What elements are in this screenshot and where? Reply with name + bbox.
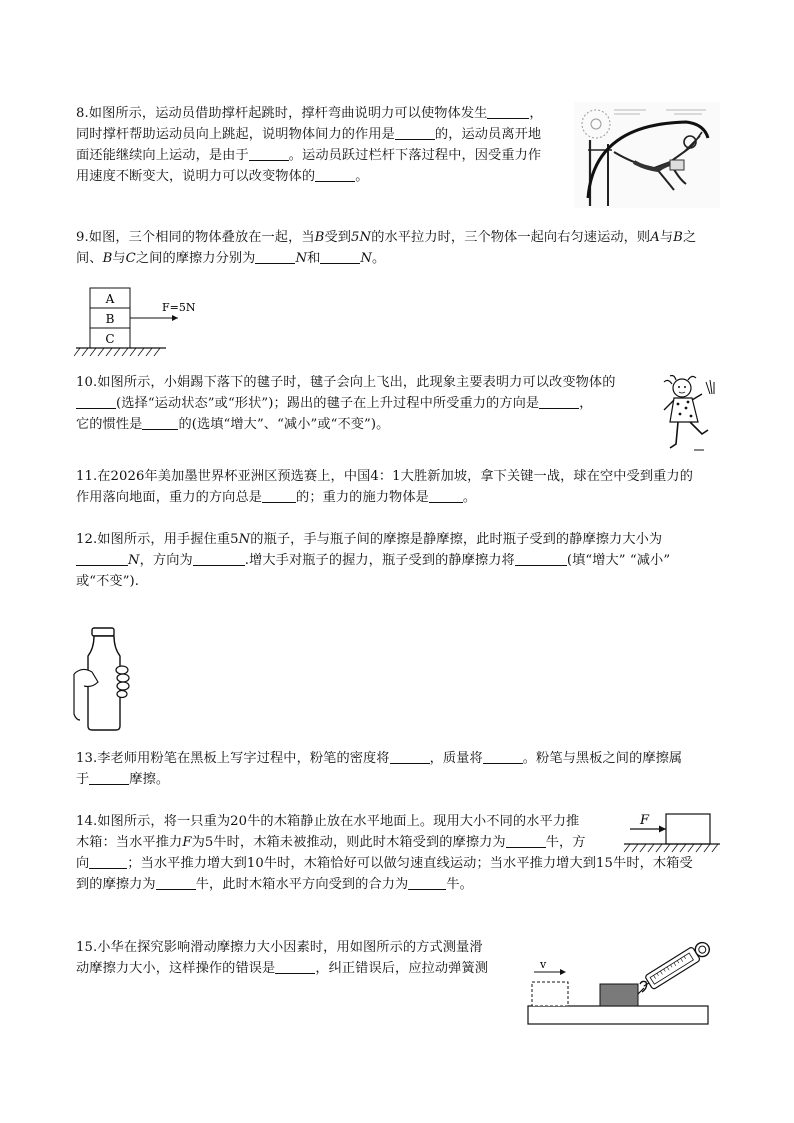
q9-line2d: 和 [307, 251, 321, 266]
question-10 [76, 372, 615, 435]
q8-line3a: 面还能继续向上运动，是由于 [76, 148, 249, 163]
q14-line4a: 到的摩擦力为 [76, 877, 156, 892]
q9-blank-2[interactable] [320, 249, 360, 264]
q10-blank-3[interactable] [142, 415, 178, 430]
q8-blank-2[interactable] [395, 125, 435, 140]
q12-line1a: 12.如图所示，用手握住重5 [76, 532, 239, 547]
q12-blank-1[interactable] [76, 551, 128, 566]
q9-line1b: 受到 [324, 230, 352, 245]
q8-blank-1[interactable] [487, 104, 529, 119]
q15-line2a: 动摩擦力大小，这样操作的错误是 [76, 961, 276, 976]
sliding-block [600, 984, 638, 1006]
q9-var-b-2: B [673, 230, 683, 245]
q13-line1a: 13.李老师用粉笔在黑板上写字过程中，粉笔的密度将 [76, 751, 390, 766]
wooden-box [666, 814, 710, 844]
q9-line2e: 。 [372, 251, 386, 266]
q14-blank-2[interactable] [89, 854, 127, 869]
q9-force-value: 5N [351, 230, 372, 245]
q14-line2c: 牛，方 [545, 835, 586, 850]
question-11 [76, 466, 693, 508]
q13-blank-2[interactable] [483, 749, 523, 764]
question-8 [76, 103, 543, 187]
q8-blank-4[interactable] [315, 167, 355, 182]
q9-line2c: 之间的摩擦力分别为 [135, 251, 256, 266]
q14-line1: 14.如图所示，将一只重为20牛的木箱静止放在水平地面上。现用大小不同的水平力推 [76, 814, 580, 829]
q9-var-a: A [650, 230, 660, 245]
q8-line2b: 的，运动员离开地 [434, 127, 542, 142]
q12-blank-2[interactable] [193, 551, 245, 566]
q10-line2e: ， [579, 396, 593, 411]
q10-blank-2[interactable] [539, 394, 579, 409]
q9-line1d: 与 [659, 230, 674, 245]
q14-line4c: 牛。 [446, 877, 473, 892]
q9-line2b: 与 [112, 251, 126, 266]
q14-blank-1[interactable] [506, 833, 546, 848]
q10-line3b: 的(选填“增大”、“减小”或“不变”)。 [178, 417, 390, 432]
q14-blank-3[interactable] [156, 875, 196, 890]
q13-line2a: 于 [76, 772, 90, 787]
q11-blank-2[interactable] [429, 488, 463, 503]
q13-line1c: 。粉笔与黑板之间的摩擦属 [522, 751, 683, 766]
spring-scale-figure [526, 936, 722, 1028]
q11-blank-1[interactable] [262, 488, 296, 503]
q11-line2a: 作用落向地面，重力的方向总是 [76, 490, 263, 505]
box-push-figure [622, 810, 722, 858]
q15-line1: 15.小华在探究影响滑动摩擦力大小因素时，用如图所示的方式测量滑 [76, 940, 483, 955]
shuttlecock-girl-figure [658, 374, 720, 456]
q9-line1a: 9.如图，三个相同的物体叠放在一起，当 [76, 230, 315, 245]
question-9 [76, 227, 696, 269]
q9-blank-1[interactable] [255, 249, 295, 264]
q13-line2b: 摩擦。 [129, 772, 170, 787]
push-force-label: F [640, 813, 650, 828]
q13-blank-3[interactable] [89, 770, 129, 785]
label-c: C [105, 332, 115, 346]
label-b: B [105, 312, 115, 326]
q9-var-b-3: B [102, 251, 113, 266]
q9-var-c: C [125, 251, 136, 266]
block-previous-position [532, 982, 568, 1006]
q10-blank-1[interactable] [76, 394, 116, 409]
q15-blank-1[interactable] [275, 959, 315, 974]
q11-line2c: 。 [462, 490, 477, 505]
question-13 [76, 748, 682, 790]
q8-line4a: 用速度不断变大，说明力可以改变物体的 [76, 169, 316, 184]
q12-line3: 或“不变”). [76, 574, 140, 589]
q12-blank-3[interactable] [515, 551, 567, 566]
label-a: A [105, 292, 115, 306]
q14-line4b: 牛，此时木箱水平方向受到的合力为 [195, 877, 409, 892]
stacked-blocks-figure [74, 286, 204, 358]
q9-unit-2: N [360, 251, 373, 266]
question-15 [76, 937, 488, 979]
question-12 [76, 529, 670, 592]
q10-line2: (选择“运动状态”或“形状”)；踢出的毽子在上升过程中所受重力的方向是 [116, 396, 540, 411]
q8-line3b: 。运动员跃过栏杆下落过程中，因受重力作 [288, 148, 542, 163]
velocity-label: v [540, 958, 547, 971]
q11-line1: 11.在2026年美加墨世界杯亚洲区预选赛上，中国4：1大胜新加坡，拿下关键一战，球在空中受到重力的 [76, 469, 693, 484]
q10-line3a: 它的惯性是 [76, 417, 143, 432]
q14-line3b: ；当水平推力增大到10牛时，木箱恰好可以做匀速直线运动；当水平推力增大到15牛时，木箱受 [127, 856, 693, 871]
q14-blank-4[interactable] [408, 875, 446, 890]
q9-line1e: 之 [682, 230, 697, 245]
board [528, 1006, 708, 1024]
q12-line2c: .增大手对瓶子的握力，瓶子受到的静摩擦力将 [244, 553, 515, 568]
q12-unit: N [238, 532, 251, 547]
q14-line2b: 为5牛时，木箱未被推动，则此时木箱受到的摩擦力为 [191, 835, 506, 850]
q9-line2a: 间、 [76, 251, 103, 266]
q13-blank-1[interactable] [390, 749, 430, 764]
q12-line2d: (填“增大” “减小” [566, 553, 671, 568]
q9-line1c: 的水平拉力时，三个物体一起向右匀速运动，则 [371, 230, 651, 245]
q14-var-f: F [182, 835, 192, 850]
q9-unit-1: N [295, 251, 308, 266]
bottle-hand-figure [72, 626, 136, 732]
q12-line1b: 的瓶子，手与瓶子间的摩擦是静摩擦，此时瓶子受到的静摩擦力大小为 [250, 532, 663, 547]
q15-line2b: ，纠正错误后，应拉动弹簧测 [315, 961, 489, 976]
q12-line2a: N [128, 553, 140, 568]
pole-vault-drawing [574, 102, 720, 208]
q9-var-b: B [314, 230, 325, 245]
q14-line3a: 向 [76, 856, 90, 871]
q8-line4b: 。 [355, 169, 369, 184]
q8-line2a: 同时撑杆帮助运动员向上跳起，说明物体间力的作用是 [76, 127, 395, 142]
q12-line2b: ，方向为 [139, 553, 193, 568]
q8-comma: ， [529, 106, 543, 121]
spring-scale [640, 939, 713, 993]
q8-blank-3[interactable] [249, 146, 289, 161]
q8-line1: 8.如图所示，运动员借助撑杆起跳时，撑杆弯曲说明力可以使物体发生 [76, 106, 488, 121]
q11-line2b: 的；重力的施力物体是 [296, 490, 429, 505]
pole-vault-figure [574, 102, 720, 208]
question-14 [76, 811, 693, 895]
q10-line1: 10.如图所示，小娟踢下落下的毽子时，毽子会向上飞出，此现象主要表明力可以改变物体的 [76, 375, 616, 390]
force-label: F=5N [162, 301, 196, 314]
q13-line1b: ，质量将 [429, 751, 483, 766]
q14-line2a: 木箱：当水平推力 [76, 835, 183, 850]
